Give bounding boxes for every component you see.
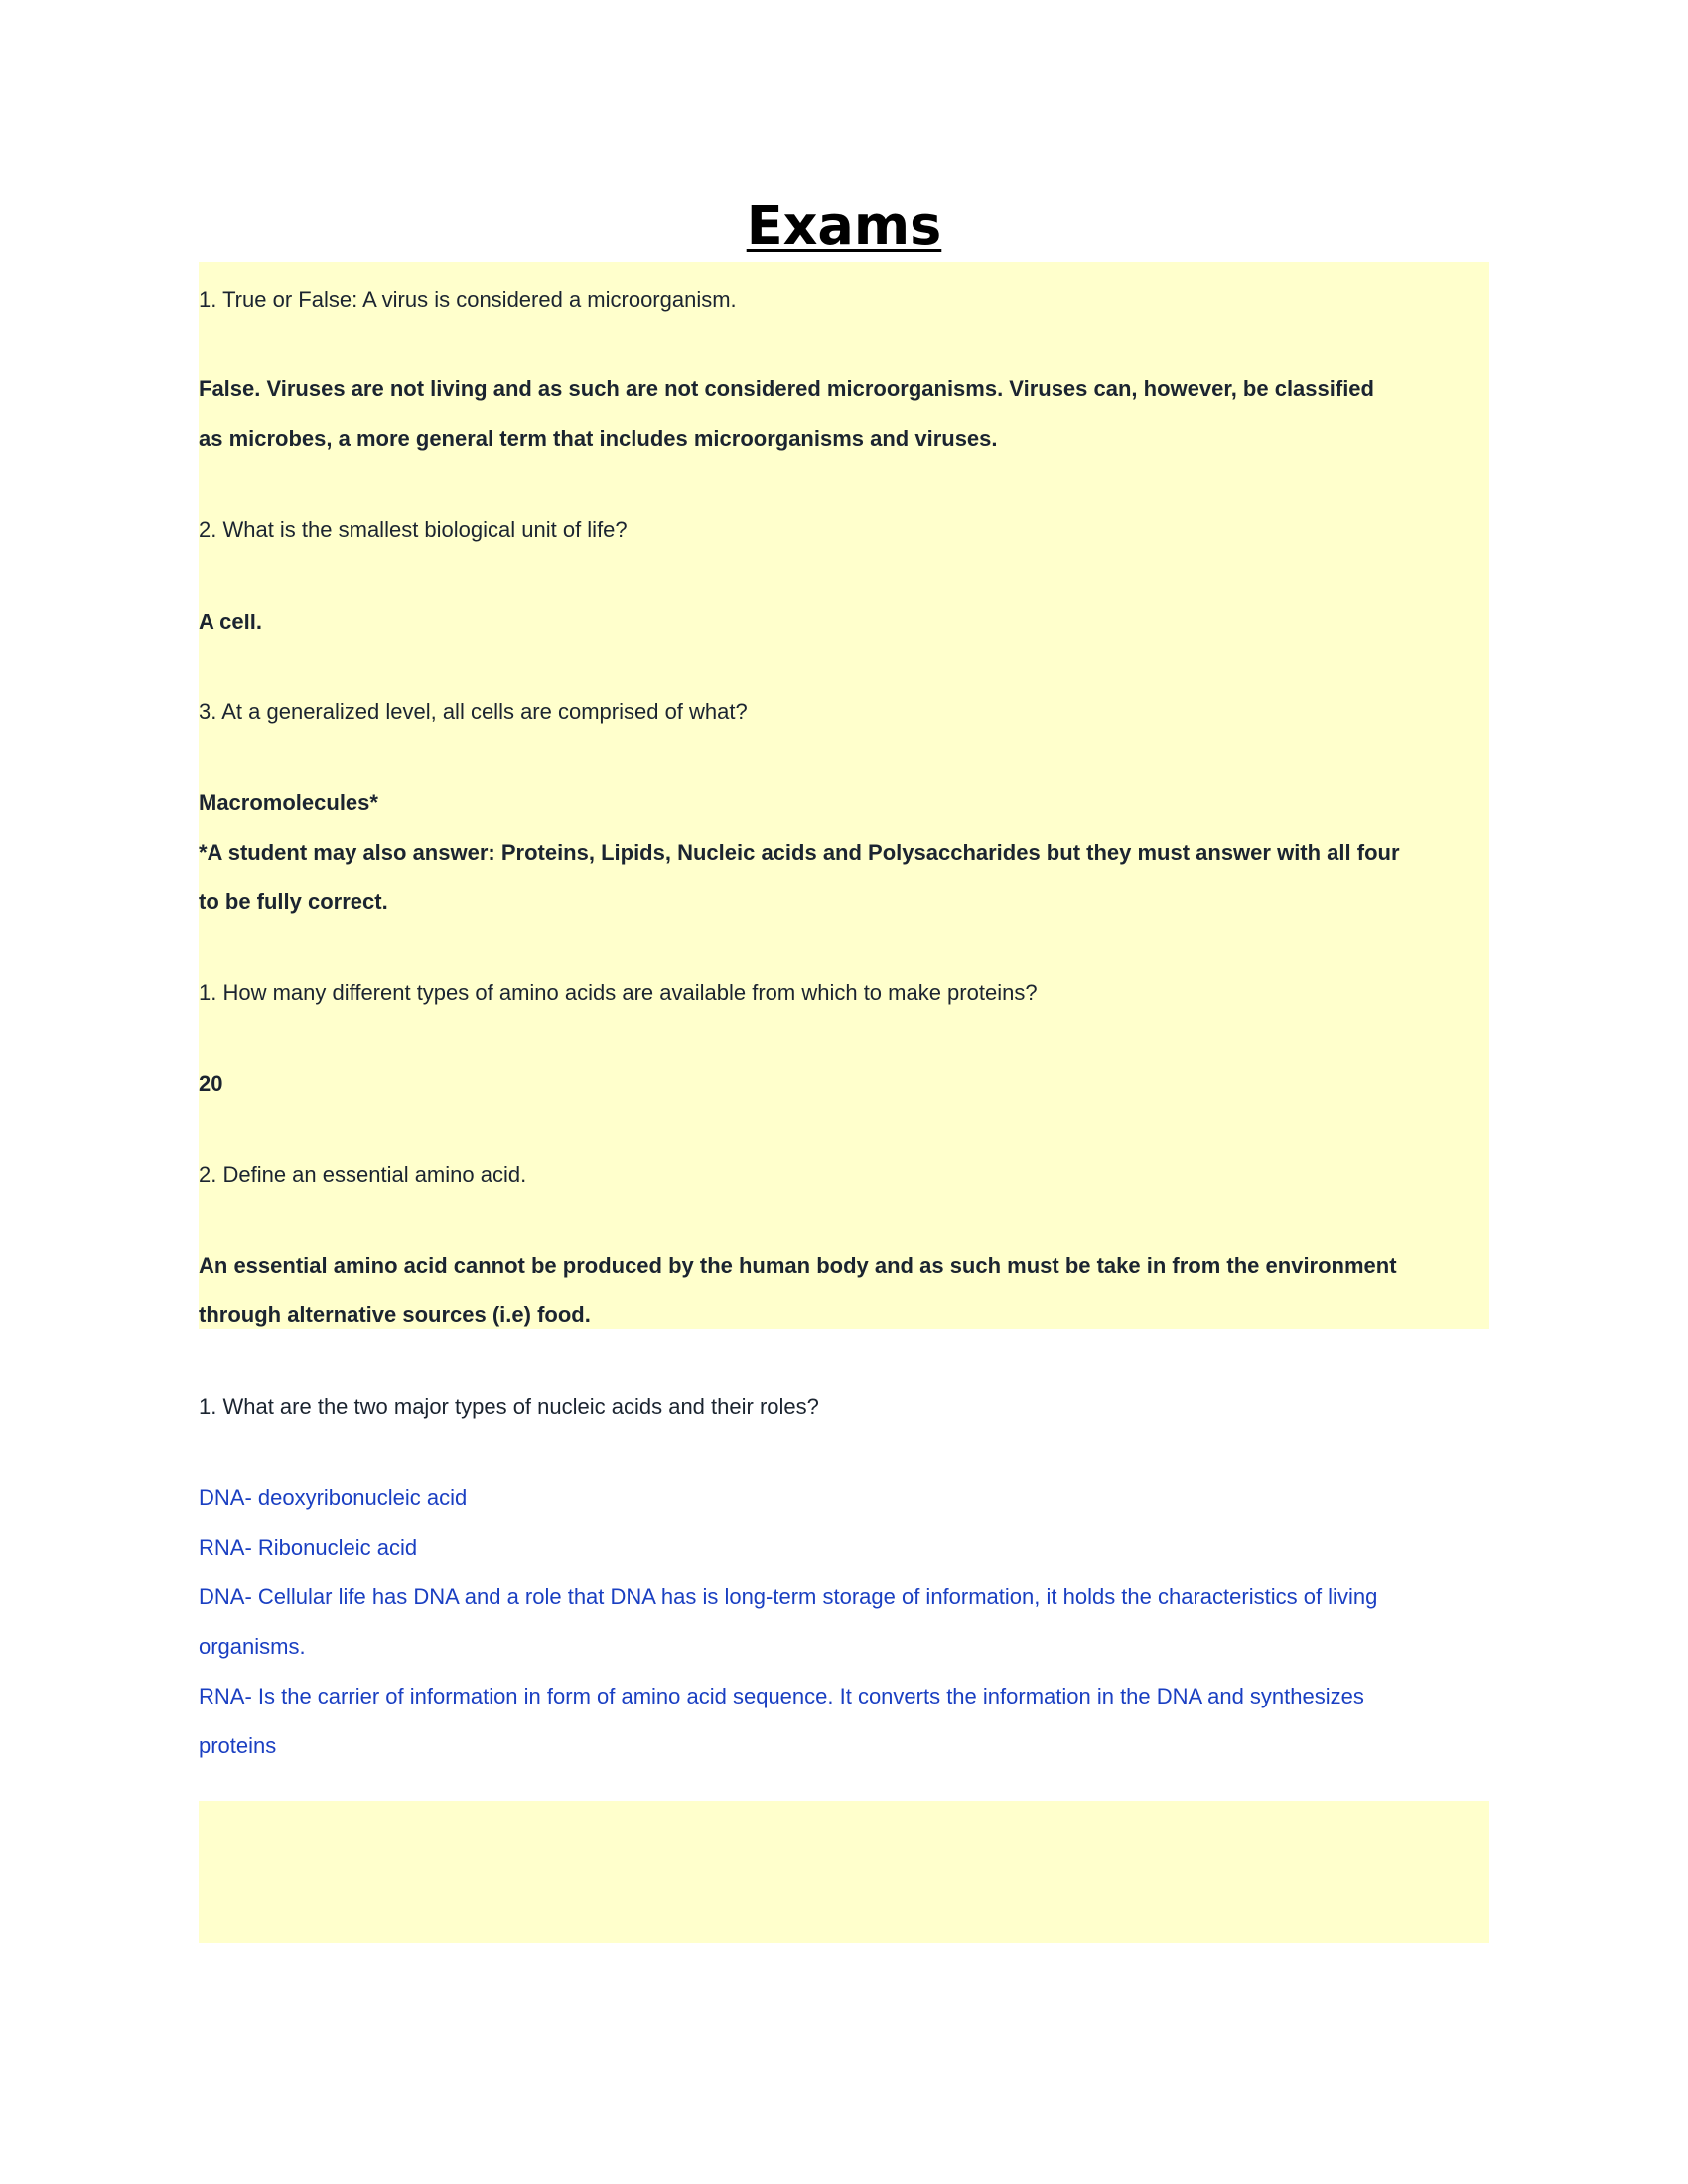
answer-1-line-1: False. Viruses are not living and as such are not considered microorganisms. Viruses can, however, be classified bbox=[199, 376, 1374, 401]
answer-6-line-2: RNA- Ribonucleic acid bbox=[199, 1535, 418, 1560]
answer-6-line-6: proteins bbox=[199, 1733, 277, 1758]
answer-6-line-3: DNA- Cellular life has DNA and a role that DNA has is long-term storage of information, it holds the characteristics of living bbox=[199, 1584, 1378, 1609]
question-5: 2. Define an essential amino acid. bbox=[199, 1162, 527, 1187]
answer-5-line-2: through alternative sources (i.e) food. bbox=[199, 1302, 591, 1327]
answer-1-line-2: as microbes, a more general term that includes microorganisms and viruses. bbox=[199, 426, 998, 451]
page-title-text: Exams bbox=[746, 195, 942, 257]
answer-2: A cell. bbox=[199, 610, 262, 634]
answer-3-line-1: Macromolecules* bbox=[199, 790, 378, 815]
answer-6-line-1: DNA- deoxyribonucleic acid bbox=[199, 1485, 468, 1510]
question-4: 1. How many different types of amino acids are available from which to make proteins? bbox=[199, 980, 1038, 1005]
question-6: 1. What are the two major types of nucleic acids and their roles? bbox=[199, 1394, 819, 1419]
answer-4: 20 bbox=[199, 1071, 223, 1096]
answer-3-line-2: *A student may also answer: Proteins, Lipids, Nucleic acids and Polysaccharides but they must answer with all four bbox=[199, 840, 1400, 865]
answer-3-line-3: to be fully correct. bbox=[199, 889, 388, 914]
question-3: 3. At a generalized level, all cells are comprised of what? bbox=[199, 699, 748, 724]
highlighted-block-2 bbox=[199, 1801, 1489, 1943]
answer-6-line-5: RNA- Is the carrier of information in form of amino acid sequence. It converts the information in the DNA and synthesizes bbox=[199, 1684, 1364, 1708]
answer-6-line-4: organisms. bbox=[199, 1634, 306, 1659]
question-2: 2. What is the smallest biological unit of life? bbox=[199, 517, 628, 542]
page-title bbox=[0, 195, 1688, 258]
question-1: 1. True or False: A virus is considered a microorganism. bbox=[199, 287, 737, 312]
answer-5-line-1: An essential amino acid cannot be produced by the human body and as such must be take in from the environment bbox=[199, 1253, 1397, 1278]
